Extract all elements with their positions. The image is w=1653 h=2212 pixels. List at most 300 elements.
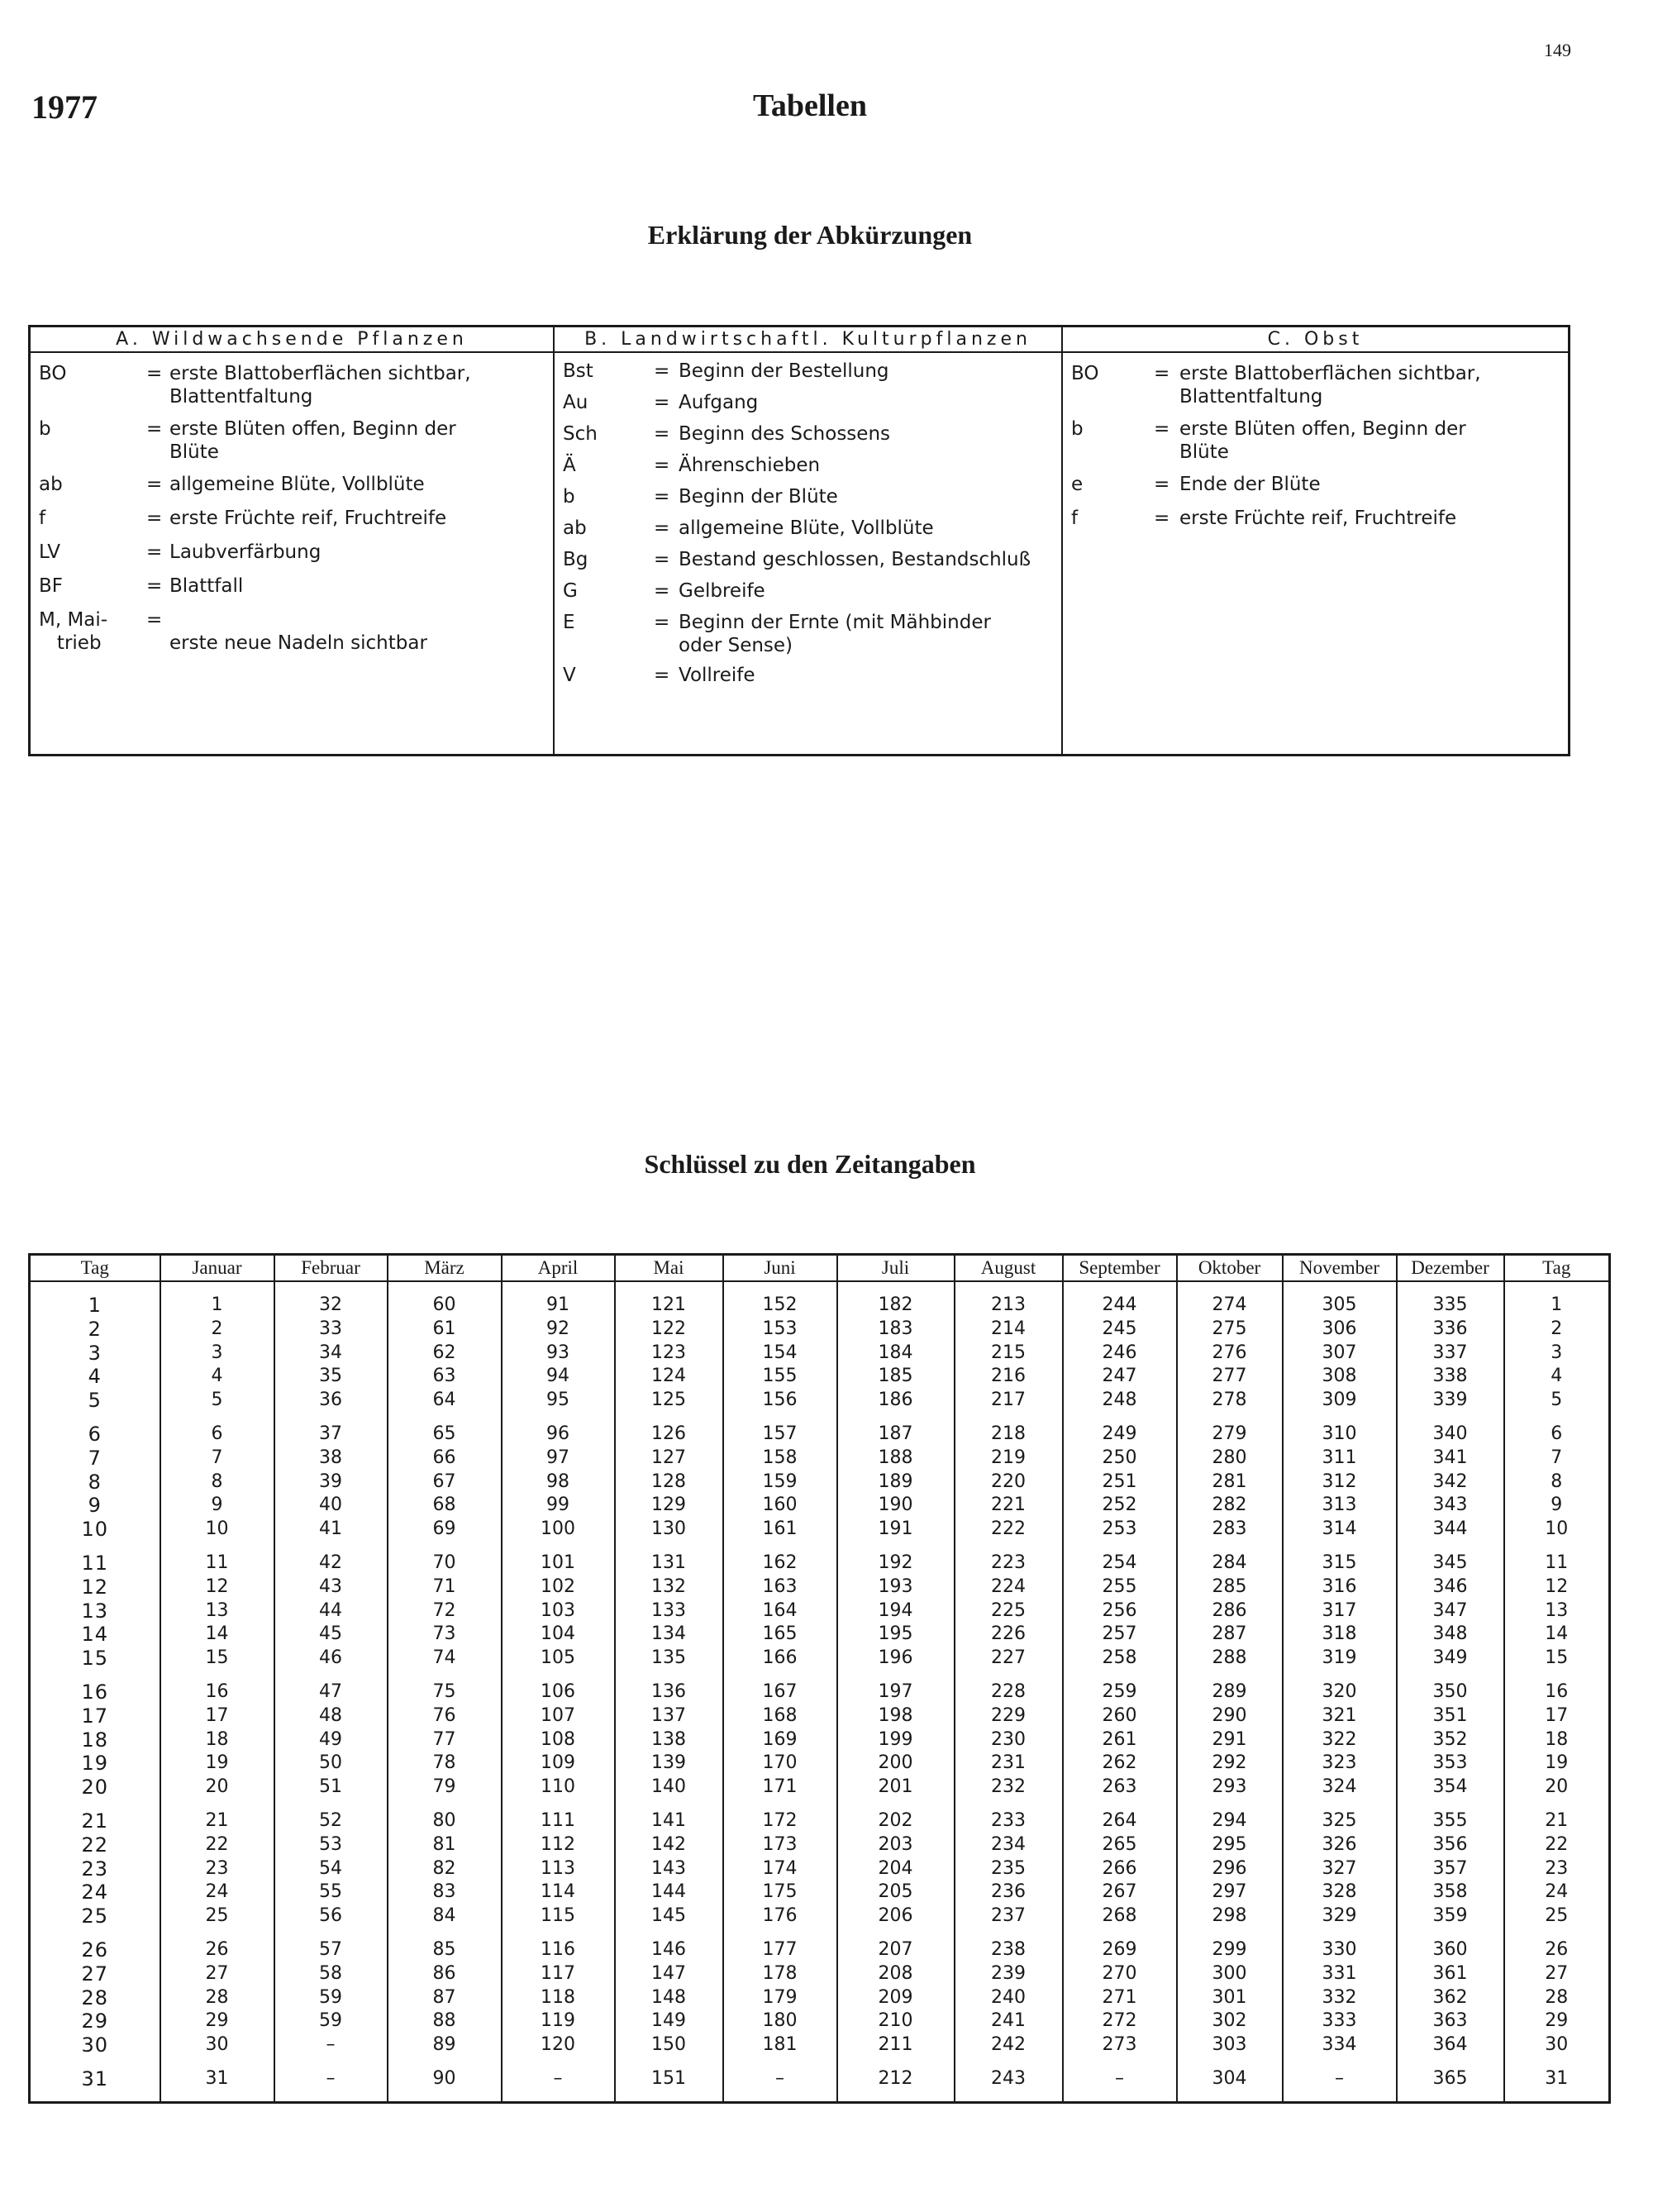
- table-cell: 182: [837, 1281, 955, 1318]
- table-cell: 65: [388, 1413, 502, 1447]
- column-header: April: [502, 1255, 615, 1282]
- table-cell: 238: [955, 1928, 1063, 1962]
- table-row: [30, 1342, 1610, 1366]
- table-cell: 224: [955, 1576, 1063, 1599]
- abbr-key: Au: [563, 392, 588, 413]
- table-cell: 23: [1504, 1857, 1610, 1881]
- table-cell: 353: [1397, 1752, 1504, 1776]
- table-cell: 208: [837, 1962, 955, 1986]
- table-cell: 212: [837, 2057, 955, 2102]
- table-cell: 15: [160, 1647, 274, 1671]
- table-row: [30, 1671, 1610, 1704]
- abbr-row: [1063, 362, 1568, 408]
- table-row: [30, 1857, 1610, 1881]
- table-cell: 21: [30, 1800, 160, 1833]
- table-cell: –: [1283, 2057, 1397, 2102]
- abbr-key: LV: [39, 541, 61, 563]
- column-header: Tag: [1504, 1255, 1610, 1282]
- table-cell: 303: [1177, 2033, 1283, 2057]
- table-cell: 298: [1177, 1905, 1283, 1928]
- table-cell: 71: [388, 1576, 502, 1599]
- column-header: August: [955, 1255, 1063, 1282]
- table-cell: 29: [30, 2009, 160, 2033]
- table-cell: 39: [274, 1471, 388, 1495]
- table-cell: 365: [1397, 2057, 1504, 2102]
- table-cell: 314: [1283, 1518, 1397, 1542]
- table-cell: 300: [1177, 1962, 1283, 1986]
- table-cell: 243: [955, 2057, 1063, 2102]
- table-cell: 100: [502, 1518, 615, 1542]
- table-cell: –: [1063, 2057, 1177, 2102]
- abbr-key: G: [563, 580, 578, 602]
- table-cell: 14: [160, 1623, 274, 1647]
- table-cell: 19: [30, 1752, 160, 1776]
- table-cell: 10: [1504, 1518, 1610, 1542]
- abbr-key: BO: [39, 363, 67, 384]
- table-cell: 134: [615, 1623, 723, 1647]
- table-cell: 159: [723, 1471, 837, 1495]
- table-cell: 281: [1177, 1471, 1283, 1495]
- abbr-key: ab: [39, 474, 63, 495]
- table-cell: 306: [1283, 1318, 1397, 1342]
- table-cell: 196: [837, 1647, 955, 1671]
- table-cell: 26: [160, 1928, 274, 1962]
- table-cell: 326: [1283, 1833, 1397, 1857]
- table-cell: 79: [388, 1776, 502, 1800]
- table-cell: 358: [1397, 1881, 1504, 1905]
- table-cell: 235: [955, 1857, 1063, 1881]
- table-cell: 113: [502, 1857, 615, 1881]
- table-cell: 29: [1504, 2009, 1610, 2033]
- table-cell: 349: [1397, 1647, 1504, 1671]
- table-cell: 161: [723, 1518, 837, 1542]
- table-cell: 78: [388, 1752, 502, 1776]
- table-cell: 55: [274, 1881, 388, 1905]
- table-cell: 4: [160, 1365, 274, 1389]
- table-cell: 66: [388, 1447, 502, 1471]
- table-cell: 8: [30, 1471, 160, 1495]
- abbr-key: b: [1071, 418, 1084, 440]
- table-cell: 324: [1283, 1776, 1397, 1800]
- table-cell: 203: [837, 1833, 955, 1857]
- table-cell: 218: [955, 1413, 1063, 1447]
- equals-sign: =: [654, 392, 670, 413]
- table-cell: 137: [615, 1704, 723, 1728]
- table-cell: 308: [1283, 1365, 1397, 1389]
- abbr-definition: Blattfall: [169, 575, 244, 597]
- table-cell: 190: [837, 1494, 955, 1518]
- table-cell: 360: [1397, 1928, 1504, 1962]
- table-cell: 26: [30, 1928, 160, 1962]
- abbr-key: b: [39, 418, 51, 440]
- table-cell: 188: [837, 1447, 955, 1471]
- table-cell: 131: [615, 1542, 723, 1576]
- table-cell: 28: [30, 1986, 160, 2010]
- abbr-row: [555, 579, 1061, 604]
- table-cell: 234: [955, 1833, 1063, 1857]
- table-cell: 241: [955, 2009, 1063, 2033]
- table-cell: 242: [955, 2033, 1063, 2057]
- abbr-row: [555, 454, 1061, 479]
- table-cell: 206: [837, 1905, 955, 1928]
- table-cell: 163: [723, 1576, 837, 1599]
- table-cell: 140: [615, 1776, 723, 1800]
- table-cell: 5: [1504, 1389, 1610, 1413]
- table-row: [30, 1647, 1610, 1671]
- table-cell: 233: [955, 1800, 1063, 1833]
- abbr-column-heading: B. Landwirtschaftl. Kulturpflanzen: [555, 327, 1061, 353]
- table-cell: 171: [723, 1776, 837, 1800]
- table-cell: 16: [1504, 1671, 1610, 1704]
- table-cell: 14: [1504, 1623, 1610, 1647]
- table-cell: 1: [30, 1281, 160, 1318]
- table-cell: 316: [1283, 1576, 1397, 1599]
- table-cell: 210: [837, 2009, 955, 2033]
- table-cell: 301: [1177, 1986, 1283, 2010]
- table-row: [30, 1986, 1610, 2010]
- table-cell: 3: [1504, 1342, 1610, 1366]
- abbr-key: b: [563, 486, 575, 508]
- table-cell: 7: [30, 1447, 160, 1471]
- table-cell: 209: [837, 1986, 955, 2010]
- table-cell: 194: [837, 1599, 955, 1623]
- table-cell: 18: [1504, 1728, 1610, 1752]
- table-cell: 2: [30, 1318, 160, 1342]
- table-cell: 51: [274, 1776, 388, 1800]
- table-cell: 13: [160, 1599, 274, 1623]
- abbr-key: e: [1071, 474, 1084, 495]
- table-cell: 69: [388, 1518, 502, 1542]
- table-cell: 253: [1063, 1518, 1177, 1542]
- table-row: [30, 1833, 1610, 1857]
- table-cell: 19: [160, 1752, 274, 1776]
- equals-sign: =: [1154, 508, 1170, 529]
- abbr-row: [1063, 417, 1568, 464]
- table-cell: 256: [1063, 1599, 1177, 1623]
- table-cell: 345: [1397, 1542, 1504, 1576]
- table-cell: 4: [30, 1365, 160, 1389]
- table-cell: 90: [388, 2057, 502, 2102]
- table-cell: 6: [30, 1413, 160, 1447]
- table-cell: 250: [1063, 1447, 1177, 1471]
- table-cell: 148: [615, 1986, 723, 2010]
- table-cell: 354: [1397, 1776, 1504, 1800]
- table-cell: –: [502, 2057, 615, 2102]
- abbr-row: [31, 541, 553, 565]
- table-cell: 289: [1177, 1671, 1283, 1704]
- table-cell: 339: [1397, 1389, 1504, 1413]
- table-cell: 53: [274, 1833, 388, 1857]
- table-cell: 240: [955, 1986, 1063, 2010]
- table-cell: 142: [615, 1833, 723, 1857]
- table-cell: 162: [723, 1542, 837, 1576]
- table-cell: 105: [502, 1647, 615, 1671]
- abbr-row: [31, 608, 553, 655]
- table-cell: 94: [502, 1365, 615, 1389]
- table-cell: 145: [615, 1905, 723, 1928]
- table-cell: 356: [1397, 1833, 1504, 1857]
- table-cell: 175: [723, 1881, 837, 1905]
- table-cell: 60: [388, 1281, 502, 1318]
- abbr-definition: erste Blüten offen, Beginn der Blüte: [169, 418, 456, 463]
- table-cell: 41: [274, 1518, 388, 1542]
- table-cell: 98: [502, 1471, 615, 1495]
- table-cell: 83: [388, 1881, 502, 1905]
- table-cell: 320: [1283, 1671, 1397, 1704]
- table-cell: 187: [837, 1413, 955, 1447]
- table-cell: 20: [1504, 1776, 1610, 1800]
- table-cell: 335: [1397, 1281, 1504, 1318]
- table-cell: 152: [723, 1281, 837, 1318]
- table-cell: 331: [1283, 1962, 1397, 1986]
- table-cell: 330: [1283, 1928, 1397, 1962]
- table-cell: 132: [615, 1576, 723, 1599]
- table-cell: 37: [274, 1413, 388, 1447]
- table-cell: 200: [837, 1752, 955, 1776]
- table-row: [30, 1494, 1610, 1518]
- table-cell: 357: [1397, 1857, 1504, 1881]
- table-cell: 104: [502, 1623, 615, 1647]
- table-cell: 225: [955, 1599, 1063, 1623]
- table-cell: 82: [388, 1857, 502, 1881]
- table-cell: 249: [1063, 1413, 1177, 1447]
- abbr-definition: Aufgang: [679, 392, 759, 413]
- table-cell: 176: [723, 1905, 837, 1928]
- table-cell: 340: [1397, 1413, 1504, 1447]
- table-cell: 68: [388, 1494, 502, 1518]
- table-cell: 276: [1177, 1342, 1283, 1366]
- table-cell: 174: [723, 1857, 837, 1881]
- table-cell: 136: [615, 1671, 723, 1704]
- equals-sign: =: [146, 508, 163, 529]
- table-cell: 11: [1504, 1542, 1610, 1576]
- table-cell: 6: [1504, 1413, 1610, 1447]
- abbr-definition: Ende der Blüte: [1179, 474, 1321, 495]
- abbr-key: V: [563, 665, 576, 686]
- table-cell: 4: [1504, 1365, 1610, 1389]
- table-cell: 47: [274, 1671, 388, 1704]
- table-cell: 273: [1063, 2033, 1177, 2057]
- table-cell: 115: [502, 1905, 615, 1928]
- table-cell: 14: [30, 1623, 160, 1647]
- table-cell: 310: [1283, 1413, 1397, 1447]
- abbr-key: ab: [563, 517, 587, 539]
- abbr-key: f: [1071, 508, 1079, 529]
- table-cell: 323: [1283, 1752, 1397, 1776]
- table-cell: 108: [502, 1728, 615, 1752]
- table-cell: 283: [1177, 1518, 1283, 1542]
- equals-sign: =: [146, 541, 163, 563]
- table-cell: 59: [274, 1986, 388, 2010]
- table-cell: 92: [502, 1318, 615, 1342]
- table-cell: 337: [1397, 1342, 1504, 1366]
- table-cell: 213: [955, 1281, 1063, 1318]
- table-cell: 302: [1177, 2009, 1283, 2033]
- table-cell: 52: [274, 1800, 388, 1833]
- table-cell: 348: [1397, 1623, 1504, 1647]
- table-cell: 288: [1177, 1647, 1283, 1671]
- table-cell: 64: [388, 1389, 502, 1413]
- equals-sign: =: [1154, 363, 1170, 384]
- table-cell: 341: [1397, 1447, 1504, 1471]
- table-cell: 103: [502, 1599, 615, 1623]
- abbr-key: f: [39, 508, 46, 529]
- table-cell: 201: [837, 1776, 955, 1800]
- table-cell: 151: [615, 2057, 723, 2102]
- table-cell: 346: [1397, 1576, 1504, 1599]
- table-row: [30, 1318, 1610, 1342]
- column-header: Januar: [160, 1255, 274, 1282]
- abbr-definition: erste Blattoberflächen sichtbar, Blattentfaltung: [169, 363, 471, 408]
- abbr-row: [555, 517, 1061, 541]
- table-cell: 75: [388, 1671, 502, 1704]
- table-cell: 25: [30, 1905, 160, 1928]
- table-cell: 192: [837, 1542, 955, 1576]
- table-cell: 186: [837, 1389, 955, 1413]
- table-cell: 274: [1177, 1281, 1283, 1318]
- table-cell: 255: [1063, 1576, 1177, 1599]
- table-row: [30, 1518, 1610, 1542]
- abbr-definition: Gelbreife: [679, 580, 765, 602]
- equals-sign: =: [146, 609, 163, 631]
- table-cell: 285: [1177, 1576, 1283, 1599]
- table-cell: 19: [1504, 1752, 1610, 1776]
- table-cell: 130: [615, 1518, 723, 1542]
- table-cell: 347: [1397, 1599, 1504, 1623]
- table-cell: 237: [955, 1905, 1063, 1928]
- table-cell: 22: [30, 1833, 160, 1857]
- table-cell: 173: [723, 1833, 837, 1857]
- table-cell: 362: [1397, 1986, 1504, 2010]
- abbr-key: Sch: [563, 423, 598, 445]
- table-cell: 16: [30, 1671, 160, 1704]
- table-row: [30, 1623, 1610, 1647]
- table-cell: 34: [274, 1342, 388, 1366]
- table-row: [30, 1281, 1610, 1318]
- table-cell: 139: [615, 1752, 723, 1776]
- table-cell: 268: [1063, 1905, 1177, 1928]
- table-cell: 350: [1397, 1671, 1504, 1704]
- table-cell: 35: [274, 1365, 388, 1389]
- table-cell: 7: [160, 1447, 274, 1471]
- abbreviations-title: Erklärung der Abkürzungen: [647, 220, 973, 250]
- abbr-definition: erste neue Nadeln sichtbar: [169, 632, 427, 654]
- table-cell: 361: [1397, 1962, 1504, 1986]
- table-cell: 219: [955, 1447, 1063, 1471]
- table-cell: 87: [388, 1986, 502, 2010]
- table-cell: 304: [1177, 2057, 1283, 2102]
- table-cell: 220: [955, 1471, 1063, 1495]
- table-cell: 15: [1504, 1647, 1610, 1671]
- table-cell: 211: [837, 2033, 955, 2057]
- abbreviations-box: [28, 325, 1570, 756]
- table-cell: 91: [502, 1281, 615, 1318]
- table-cell: 315: [1283, 1542, 1397, 1576]
- table-cell: 230: [955, 1728, 1063, 1752]
- table-cell: 121: [615, 1281, 723, 1318]
- table-cell: 258: [1063, 1647, 1177, 1671]
- table-cell: 27: [160, 1962, 274, 1986]
- table-cell: 27: [1504, 1962, 1610, 1986]
- equals-sign: =: [654, 665, 670, 686]
- table-cell: 198: [837, 1704, 955, 1728]
- table-cell: 28: [160, 1986, 274, 2010]
- abbr-key: E: [563, 612, 575, 633]
- table-cell: 311: [1283, 1447, 1397, 1471]
- table-cell: 279: [1177, 1413, 1283, 1447]
- abbr-key: BF: [39, 575, 64, 597]
- table-cell: 223: [955, 1542, 1063, 1576]
- table-cell: 290: [1177, 1704, 1283, 1728]
- table-cell: 325: [1283, 1800, 1397, 1833]
- table-cell: 9: [160, 1494, 274, 1518]
- equals-sign: =: [654, 360, 670, 382]
- equals-sign: =: [654, 549, 670, 570]
- table-cell: 45: [274, 1623, 388, 1647]
- abbr-column-fruit: [1061, 327, 1568, 754]
- abbr-column-heading: A. Wildwachsende Pflanzen: [31, 327, 553, 353]
- table-cell: 227: [955, 1647, 1063, 1671]
- abbr-row: [555, 422, 1061, 447]
- table-cell: 48: [274, 1704, 388, 1728]
- table-cell: 107: [502, 1704, 615, 1728]
- equals-sign: =: [1154, 418, 1170, 440]
- date-key-body: [30, 1281, 1610, 2102]
- table-cell: 54: [274, 1857, 388, 1881]
- table-cell: 355: [1397, 1800, 1504, 1833]
- column-header: Februar: [274, 1255, 388, 1282]
- table-cell: 164: [723, 1599, 837, 1623]
- abbr-definition: erste Blattoberflächen sichtbar, Blattentfaltung: [1179, 363, 1481, 408]
- table-cell: 22: [160, 1833, 274, 1857]
- table-cell: 120: [502, 2033, 615, 2057]
- table-cell: 85: [388, 1928, 502, 1962]
- table-cell: 292: [1177, 1752, 1283, 1776]
- table-cell: 3: [160, 1342, 274, 1366]
- table-cell: 261: [1063, 1728, 1177, 1752]
- table-cell: 257: [1063, 1623, 1177, 1647]
- table-cell: 246: [1063, 1342, 1177, 1366]
- date-key-table: [28, 1253, 1611, 2104]
- table-row: [30, 2033, 1610, 2057]
- table-cell: 111: [502, 1800, 615, 1833]
- table-cell: 312: [1283, 1471, 1397, 1495]
- table-cell: 89: [388, 2033, 502, 2057]
- table-cell: 7: [1504, 1447, 1610, 1471]
- table-cell: 63: [388, 1365, 502, 1389]
- table-cell: 5: [160, 1389, 274, 1413]
- equals-sign: =: [654, 455, 670, 476]
- table-cell: 13: [1504, 1599, 1610, 1623]
- table-cell: 24: [1504, 1881, 1610, 1905]
- table-cell: 344: [1397, 1518, 1504, 1542]
- table-cell: 150: [615, 2033, 723, 2057]
- abbr-row: [555, 485, 1061, 510]
- table-cell: 88: [388, 2009, 502, 2033]
- table-cell: 109: [502, 1752, 615, 1776]
- table-cell: 296: [1177, 1857, 1283, 1881]
- table-cell: 166: [723, 1647, 837, 1671]
- abbr-row: [1063, 507, 1568, 532]
- table-cell: 70: [388, 1542, 502, 1576]
- table-cell: 129: [615, 1494, 723, 1518]
- table-cell: 20: [160, 1776, 274, 1800]
- table-cell: 267: [1063, 1881, 1177, 1905]
- abbr-column-heading: C. Obst: [1063, 327, 1568, 353]
- table-cell: 280: [1177, 1447, 1283, 1471]
- table-cell: 56: [274, 1905, 388, 1928]
- table-cell: 10: [30, 1518, 160, 1542]
